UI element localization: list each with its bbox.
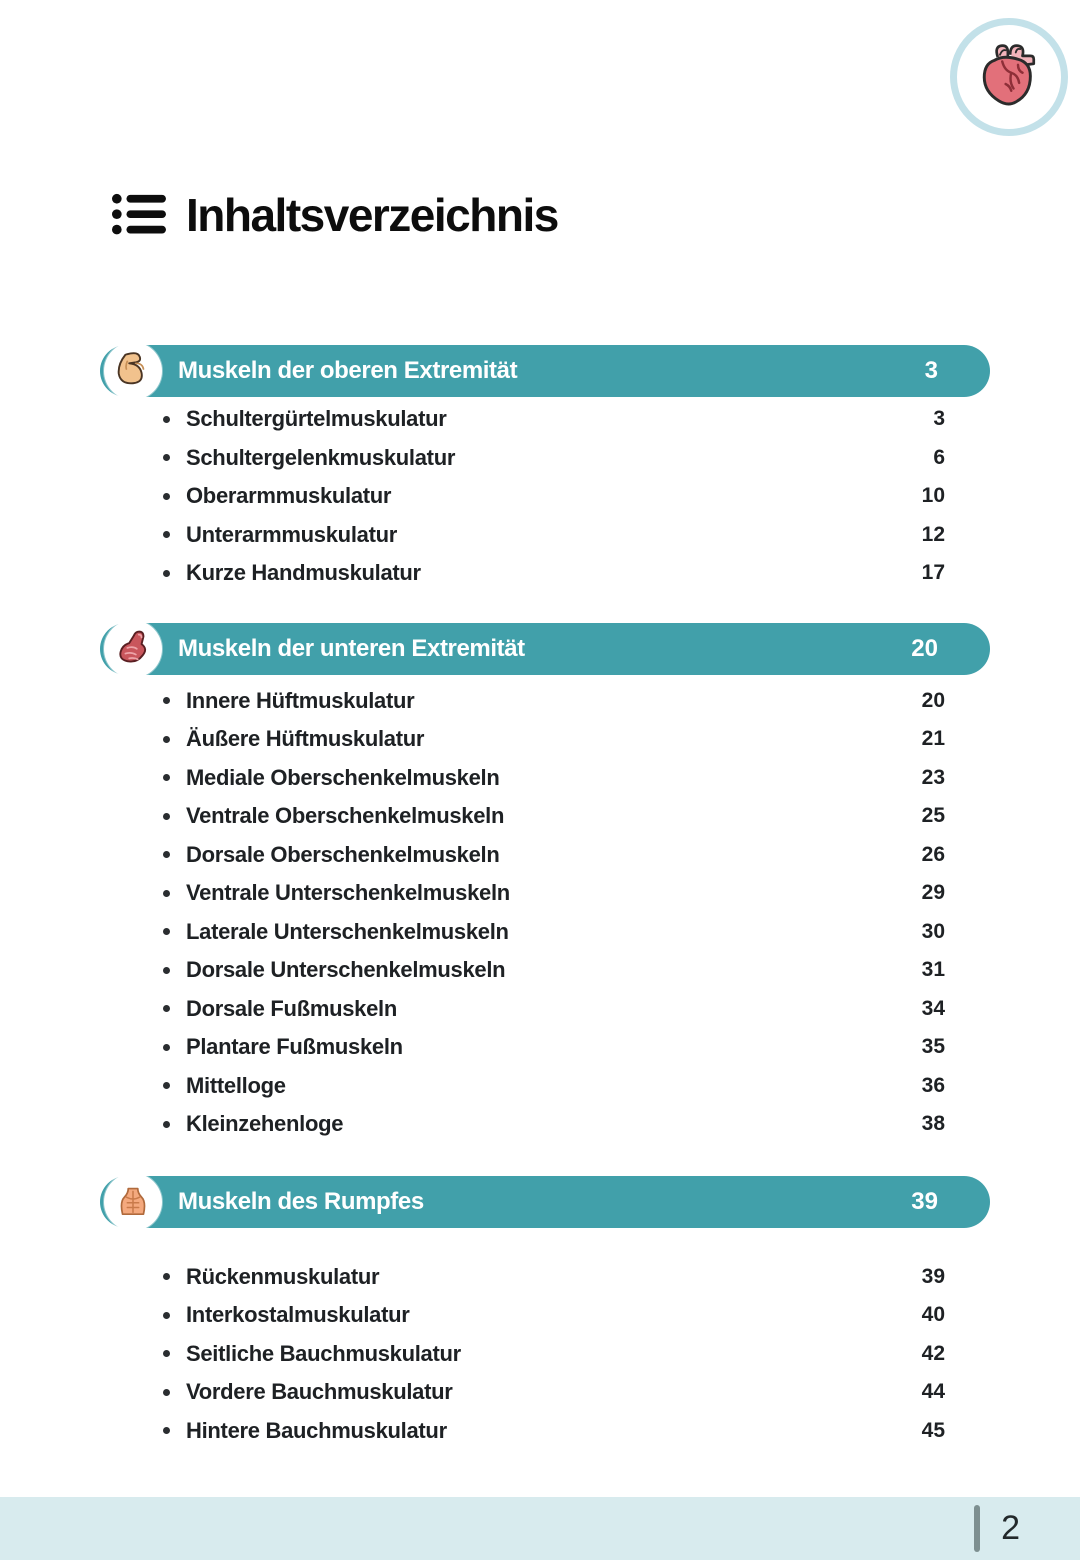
- leg-muscle-icon: [114, 627, 152, 670]
- bullet-icon: [163, 774, 170, 781]
- toc-entry-label: Dorsale Unterschenkelmuskeln: [186, 957, 506, 983]
- toc-entry-page-number: 29: [921, 881, 945, 905]
- toc-entry[interactable]: [100, 759, 990, 798]
- toc-entry[interactable]: [100, 516, 990, 555]
- section-icon-circle: [104, 1173, 162, 1231]
- heart-logo-badge: [950, 18, 1068, 136]
- bullet-icon: [163, 1082, 170, 1089]
- toc-entry-page-number: 36: [921, 1073, 945, 1097]
- toc-entry-page-number: 20: [921, 688, 945, 712]
- toc-entry[interactable]: [100, 477, 990, 516]
- toc-entry[interactable]: [100, 836, 990, 875]
- section-icon-circle: [104, 342, 162, 400]
- bullet-icon: [163, 1044, 170, 1051]
- toc-entry-page-number: 42: [921, 1341, 945, 1365]
- toc-entry-label: Dorsale Oberschenkelmuskeln: [186, 841, 500, 867]
- flexed-biceps-icon: [114, 350, 152, 393]
- bullet-icon: [163, 1350, 170, 1357]
- page-title: Inhaltsverzeichnis: [186, 189, 558, 241]
- section-header-bar[interactable]: [100, 1176, 990, 1228]
- bullet-icon: [163, 1121, 170, 1128]
- section-items: [100, 682, 990, 1144]
- toc-entry-label: Oberarmmuskulatur: [186, 483, 392, 509]
- bullet-icon: [163, 531, 170, 538]
- toc-entry-page-number: 31: [921, 958, 945, 982]
- toc-entry[interactable]: [100, 1412, 990, 1451]
- toc-entry-label: Unterarmmuskulatur: [186, 521, 397, 547]
- toc-entry[interactable]: [100, 1067, 990, 1106]
- toc-entry-page-number: 45: [921, 1418, 945, 1442]
- toc-section: [100, 345, 990, 593]
- toc-entry-page-number: 34: [921, 996, 945, 1020]
- toc-entry[interactable]: [100, 1105, 990, 1144]
- toc-entry-page-number: 3: [933, 407, 945, 431]
- toc-entry-page-number: 17: [921, 561, 945, 585]
- toc-entry-label: Laterale Unterschenkelmuskeln: [186, 918, 509, 944]
- toc-entry-label: Plantare Fußmuskeln: [186, 1034, 403, 1060]
- bullet-icon: [163, 454, 170, 461]
- footer-page-number: 2: [1001, 1509, 1020, 1547]
- toc-entry[interactable]: [100, 1028, 990, 1067]
- bullet-icon: [163, 570, 170, 577]
- toc-entry-page-number: 10: [921, 484, 945, 508]
- toc-entry-page-number: 40: [921, 1303, 945, 1327]
- bullet-icon: [163, 697, 170, 704]
- toc-section: [100, 1176, 990, 1451]
- toc-entry-label: Ventrale Unterschenkelmuskeln: [186, 880, 510, 906]
- toc-entry[interactable]: [100, 1373, 990, 1412]
- toc-entry-label: Kurze Handmuskulatur: [186, 560, 421, 586]
- toc-entry-page-number: 23: [921, 765, 945, 789]
- bullet-icon: [163, 813, 170, 820]
- bullet-icon: [163, 1273, 170, 1280]
- toc-entry[interactable]: [100, 1296, 990, 1335]
- toc-entry-label: Vordere Bauchmuskulatur: [186, 1379, 453, 1405]
- toc-entry[interactable]: [100, 720, 990, 759]
- toc-entry-label: Innere Hüftmuskulatur: [186, 687, 415, 713]
- bullet-icon: [163, 416, 170, 423]
- list-icon: [112, 192, 166, 238]
- section-page-number: 3: [924, 357, 938, 384]
- section-page-number: 20: [911, 634, 938, 662]
- section-page-number: 39: [911, 1187, 938, 1215]
- toc-entry-label: Interkostalmuskulatur: [186, 1302, 410, 1328]
- toc-entry-label: Rückenmuskulatur: [186, 1263, 380, 1289]
- toc-entry[interactable]: [100, 400, 990, 439]
- bullet-icon: [163, 1312, 170, 1319]
- section-title: Muskeln der unteren Extremität: [178, 634, 525, 662]
- toc-entry-page-number: 44: [921, 1380, 945, 1404]
- toc-entry-label: Kleinzehenloge: [186, 1111, 344, 1137]
- section-items: [100, 1258, 990, 1451]
- toc-entry-page-number: 25: [921, 804, 945, 828]
- toc-entry-page-number: 12: [921, 522, 945, 546]
- toc-entry-label: Dorsale Fußmuskeln: [186, 995, 397, 1021]
- toc-entry-label: Mediale Oberschenkelmuskeln: [186, 764, 500, 790]
- toc-entry-label: Seitliche Bauchmuskulatur: [186, 1340, 461, 1366]
- section-title: Muskeln der oberen Extremität: [178, 357, 518, 384]
- toc-entry[interactable]: [100, 874, 990, 913]
- toc-entry-label: Hintere Bauchmuskulatur: [186, 1417, 447, 1443]
- footer-divider-bar: [974, 1505, 980, 1552]
- section-items: [100, 400, 990, 593]
- toc-entry[interactable]: [100, 951, 990, 990]
- toc-entry-page-number: 26: [921, 842, 945, 866]
- bullet-icon: [163, 1389, 170, 1396]
- bullet-icon: [163, 1427, 170, 1434]
- bullet-icon: [163, 736, 170, 743]
- anatomical-heart-icon: [973, 39, 1045, 116]
- toc-entry[interactable]: [100, 439, 990, 478]
- toc-entry-label: Ventrale Oberschenkelmuskeln: [186, 803, 505, 829]
- page-title-row: [112, 188, 558, 242]
- toc-entry[interactable]: [100, 797, 990, 836]
- section-title: Muskeln des Rumpfes: [178, 1187, 424, 1215]
- toc-entry-label: Schultergelenkmuskulatur: [186, 444, 456, 470]
- toc-entry-page-number: 21: [921, 727, 945, 751]
- toc-entry[interactable]: [100, 554, 990, 593]
- section-icon-circle: [104, 620, 162, 678]
- toc-entry[interactable]: [100, 682, 990, 721]
- toc-section: [100, 623, 990, 1144]
- toc-entry-label: Schultergürtelmuskulatur: [186, 406, 447, 432]
- bullet-icon: [163, 967, 170, 974]
- toc-entry-label: Äußere Hüftmuskulatur: [186, 726, 425, 752]
- bullet-icon: [163, 493, 170, 500]
- bullet-icon: [163, 851, 170, 858]
- toc-entry[interactable]: [100, 990, 990, 1029]
- bullet-icon: [163, 1005, 170, 1012]
- toc-sections: [100, 345, 990, 1450]
- toc-entry-page-number: 30: [921, 919, 945, 943]
- toc-entry-label: Mittelloge: [186, 1072, 286, 1098]
- bullet-icon: [163, 890, 170, 897]
- toc-entry-page-number: 39: [921, 1264, 945, 1288]
- toc-entry-page-number: 6: [933, 445, 945, 469]
- toc-entry[interactable]: [100, 1258, 990, 1297]
- section-header-bar[interactable]: [100, 345, 990, 397]
- torso-icon: [114, 1180, 152, 1223]
- toc-entry[interactable]: [100, 913, 990, 952]
- toc-entry-page-number: 35: [921, 1035, 945, 1059]
- footer-band: [0, 1497, 1080, 1560]
- toc-entry-page-number: 38: [921, 1112, 945, 1136]
- section-header-bar[interactable]: [100, 623, 990, 675]
- bullet-icon: [163, 928, 170, 935]
- toc-entry[interactable]: [100, 1335, 990, 1374]
